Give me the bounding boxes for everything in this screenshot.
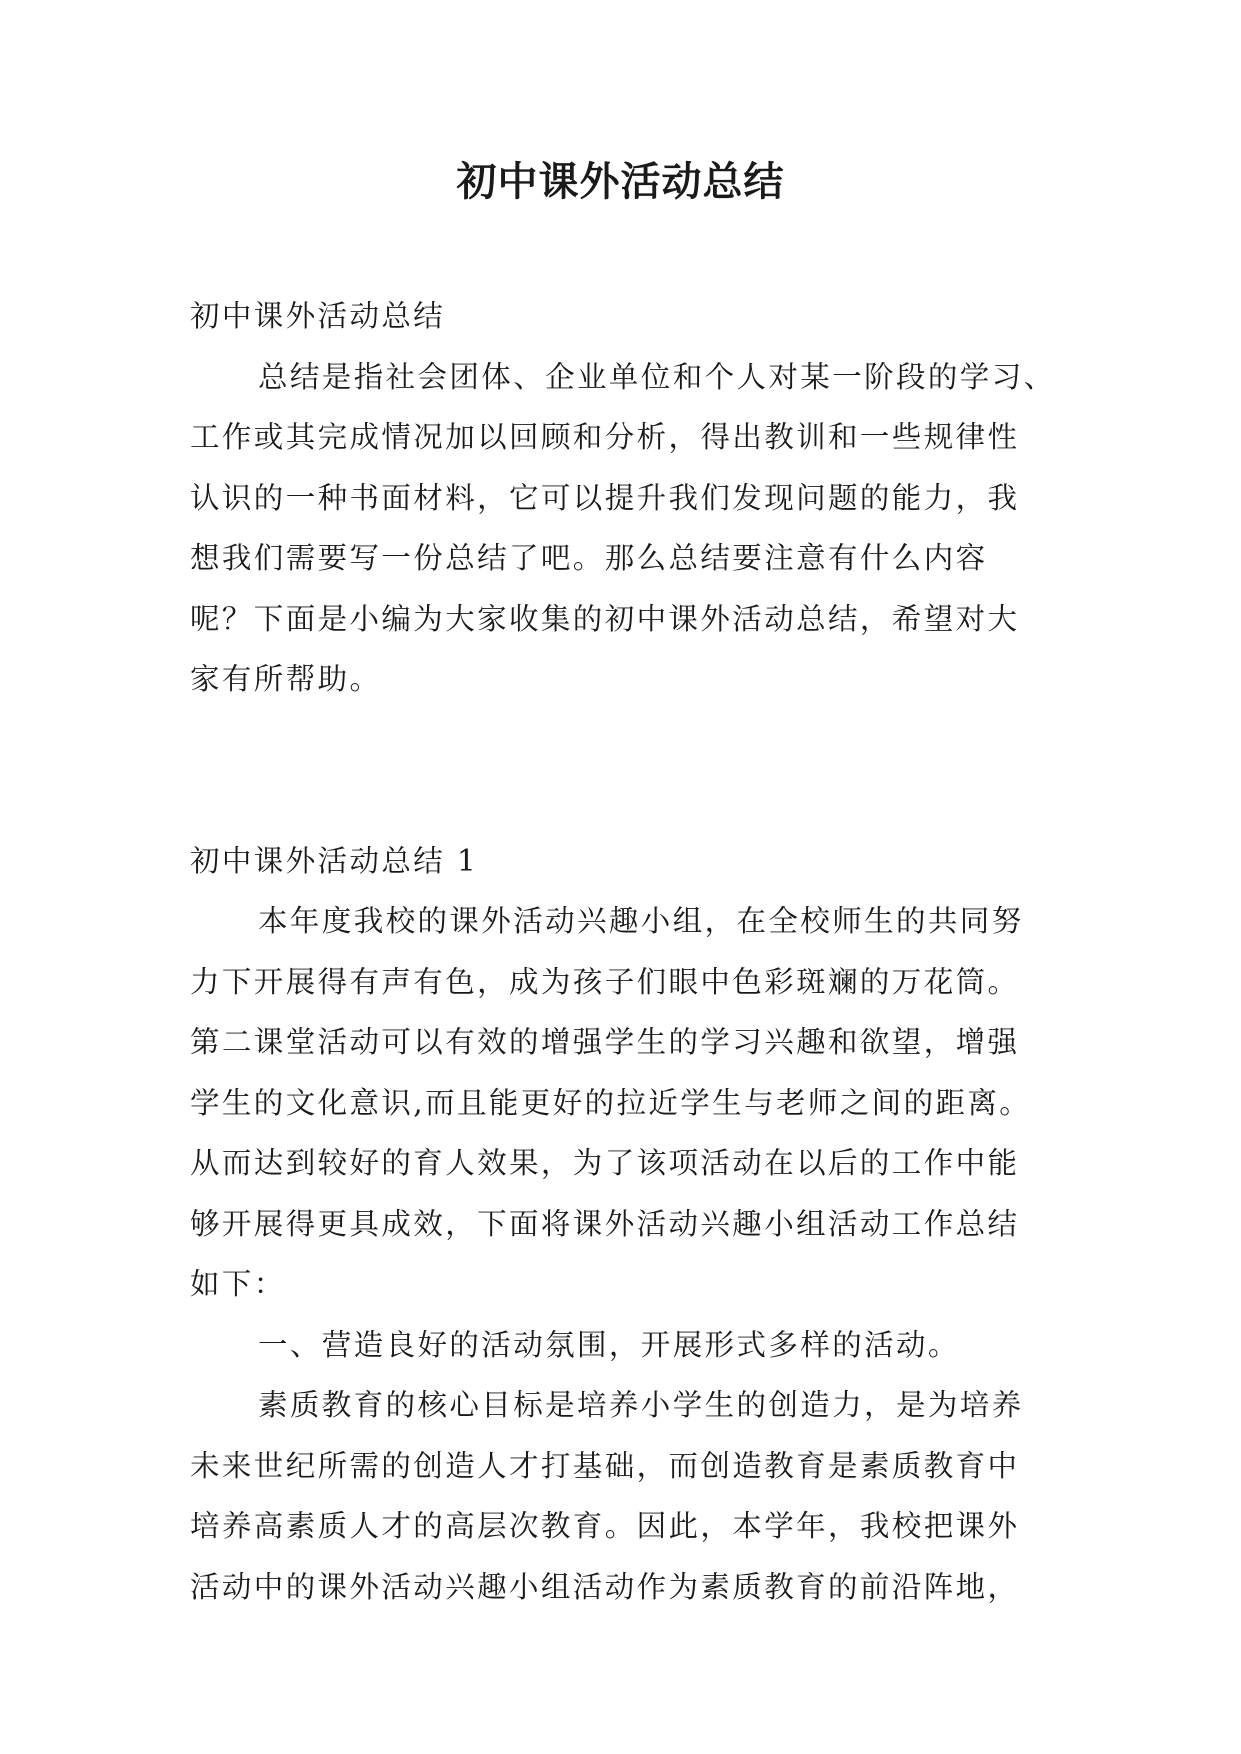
- paragraph-line: 认识的一种书面材料，它可以提升我们发现问题的能力，我: [190, 480, 1020, 515]
- paragraph-line: 想我们需要写一份总结了吧。那么总结要注意有什么内容: [190, 541, 988, 575]
- paragraph-line: 活动中的课外活动兴趣小组活动作为素质教育的前沿阵地，: [190, 1569, 1020, 1604]
- section-paragraph: [190, 891, 1070, 1315]
- document-title: 初中课外活动总结: [456, 158, 785, 205]
- paragraph-line: 总结是指社会团体、企业单位和个人对某一阶段的学习、: [258, 359, 1056, 394]
- paragraph-line: 家有所帮助。: [190, 662, 382, 696]
- paragraph-line: 呢？下面是小编为大家收集的初中课外活动总结，希望对大: [190, 601, 1020, 636]
- section-heading: 初中课外活动总结 1: [190, 843, 479, 878]
- intro-paragraph: [190, 347, 1070, 710]
- paragraph-line: 如下：: [190, 1267, 286, 1301]
- intro-heading: 初中课外活动总结: [190, 299, 446, 333]
- paragraph-line: 本年度我校的课外活动兴趣小组，在全校师生的共同努: [258, 904, 1024, 938]
- paragraph-line: 未来世纪所需的创造人才打基础，而创造教育是素质教育中: [190, 1448, 1020, 1483]
- paragraph-line: 第二课堂活动可以有效的增强学生的学习兴趣和欲望，增强: [190, 1025, 1020, 1059]
- paragraph-line: 从而达到较好的育人效果，为了该项活动在以后的工作中能: [190, 1146, 1020, 1180]
- paragraph-line: 培养高素质人才的高层次教育。因此，本学年，我校把课外: [190, 1509, 1020, 1543]
- section-spacer: [190, 710, 1070, 831]
- paragraph-line: 学生的文化意识,而且能更好的拉近学生与老师之间的距离。: [190, 1085, 1032, 1120]
- paragraph-line: 够开展得更具成效，下面将课外活动兴趣小组活动工作总结: [190, 1206, 1020, 1241]
- document-body: [190, 286, 1070, 1617]
- paragraph-line: 素质教育的核心目标是培养小学生的创造力，是为培养: [258, 1388, 1024, 1422]
- paragraph-line: 工作或其完成情况加以回顾和分析，得出教训和一些规律性: [190, 420, 1020, 454]
- subsection-heading: 一、营造良好的活动氛围，开展形式多样的活动。: [258, 1327, 960, 1362]
- paragraph-line: 力下开展得有声有色，成为孩子们眼中色彩斑斓的万花筒。: [190, 964, 1020, 999]
- section-paragraph: [190, 1375, 1070, 1617]
